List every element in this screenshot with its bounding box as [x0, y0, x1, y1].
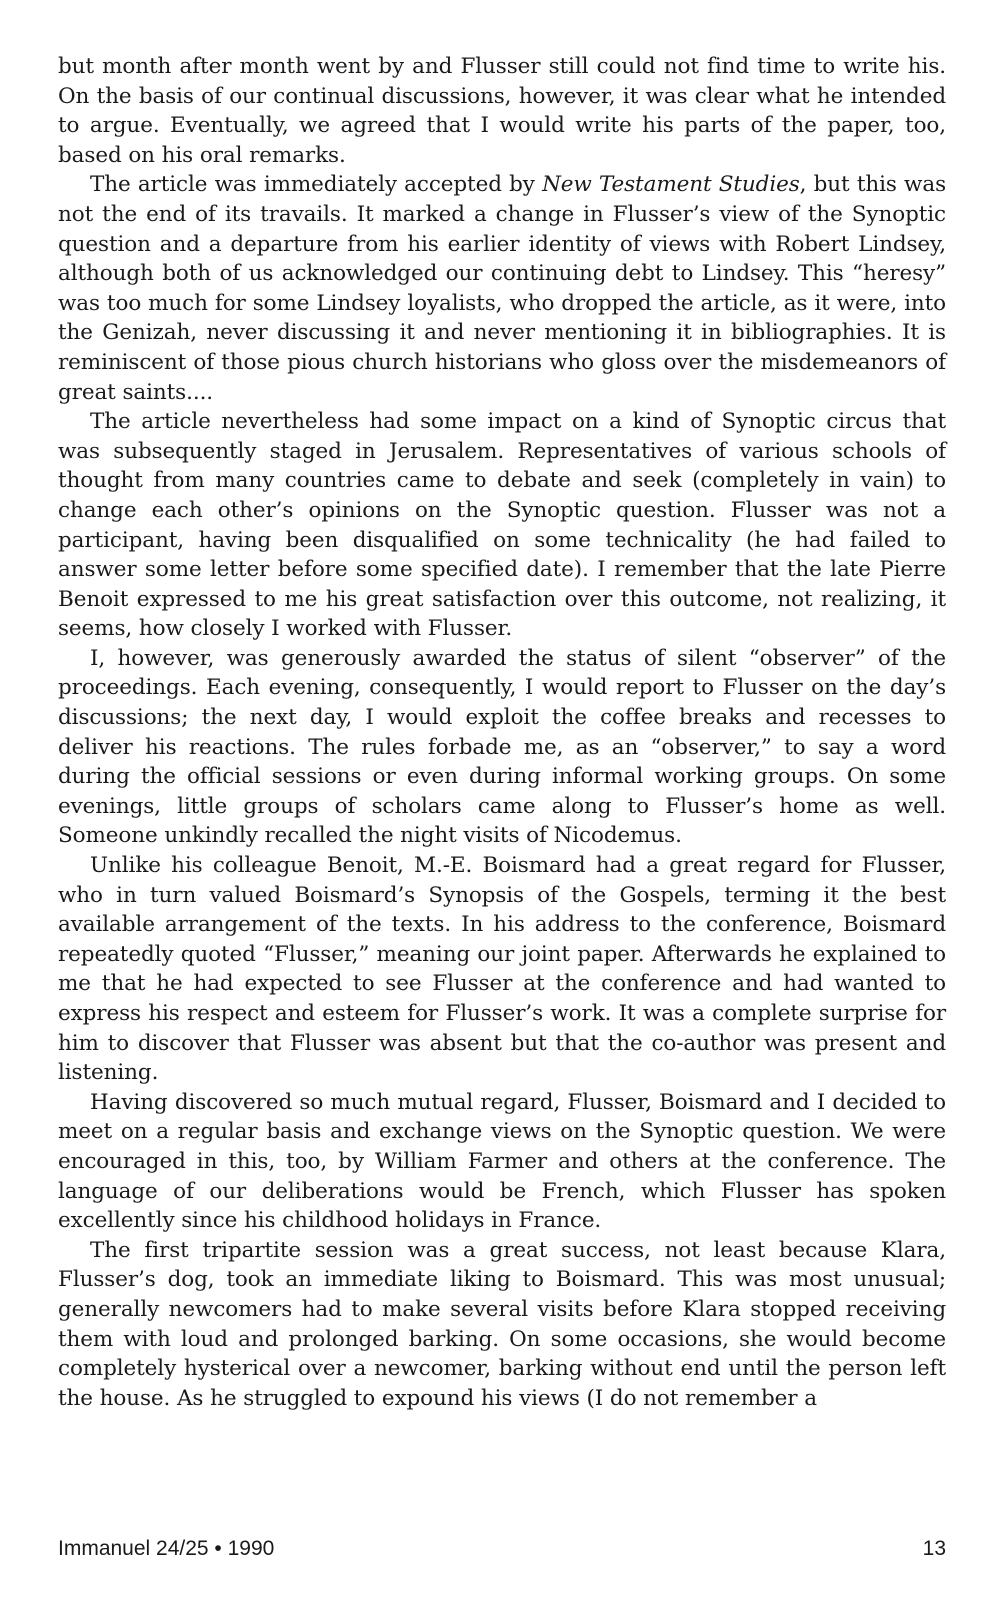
paragraph-2-after: , but this was not the end of its travails. It marked a change in Flusser’s view of the Synoptic question and a departure from his earlier identity of views with Robert Lindsey, although both of us acknowledged our continuing debt to Lindsey. This “heresy” was too much for some Lindsey loyalists, who dropped the article, as it were, into the Genizah, never discussing it and never mentioning it in bibliographies. It is reminiscent of those pious church historians who gloss over the misdemeanors of great saints.... [58, 172, 947, 405]
paragraph-2-before: The article was immediately accepted by [90, 172, 543, 198]
paragraph-6: Having discovered so much mutual regard, Flusser, Boismard and I decided to meet on a regular basis and exchange views on the Synoptic question. We were encouraged in this, too, by William Farmer and others at the conference. The language of our deliberations would be French, which Flusser has spoken excellently since his childhood holidays in France. [58, 1089, 946, 1234]
paragraph-4: I, however, was generously awarded the status of silent “observer” of the proceedings. Each evening, consequently, I would report to Flusser on the day’s discussions; the next day, I would exploit the coffee breaks and recesses to deliver his reactions. The rules forbade me, as an “observer,” to say a word during the official sessions or even during informal working groups. On some evenings, little groups of scholars came along to Flusser’s home as well. Someone unkindly recalled the night visits of Nicodemus. [58, 645, 946, 849]
document-body [58, 52, 946, 1413]
journal-title-italic: New Testament Studies [542, 172, 800, 198]
footer-journal: Immanuel 24/25 • 1990 [58, 1537, 275, 1560]
paragraph-1: but month after month went by and Flusser still could not find time to write his. On the basis of our continual discussions, however, it was clear what he intended to argue. Eventually, we agreed that I would write his parts of the paper, too, based on his oral remarks. [58, 54, 946, 168]
footer-page-number: 13 [922, 1537, 946, 1560]
paragraph-7: The first tripartite session was a great success, not least because Klara, Flusser’s dog, took an immediate liking to Boismard. This was most unusual; generally newcomers had to make several visits before Klara stopped receiving them with loud and prolonged barking. On some occasions, she would become completely hysterical over a newcomer, barking without end until the person left the house. As he struggled to expound his views (I do not remember a [58, 1237, 946, 1411]
paragraph-3: The article nevertheless had some impact on a kind of Synoptic circus that was subsequently staged in Jerusalem. Representatives of various schools of thought from many countries came to debate and seek (completely in vain) to change each other’s opinions on the Synoptic question. Flusser was not a participant, having been disqualified on some technicality (he had failed to answer some letter before some specified date). I remember that the late Pierre Benoit expressed to me his great satisfaction over this outcome, not realizing, it seems, how closely I worked with Flusser. [58, 409, 946, 642]
paragraph-2 [58, 170, 946, 407]
page-footer [58, 1537, 946, 1561]
paragraph-5: Unlike his colleague Benoit, M.-E. Boismard had a great regard for Flusser, who in turn valued Boismard’s Synopsis of the Gospels, terming it the best available arrangement of the texts. In his address to the conference, Boismard repeatedly quoted “Flusser,” meaning our joint paper. Afterwards he explained to me that he had expected to see Flusser at the conference and had wanted to express his respect and esteem for Flusser’s work. It was a complete surprise for him to discover that Flusser was absent but that the co-author was present and listening. [58, 853, 946, 1086]
